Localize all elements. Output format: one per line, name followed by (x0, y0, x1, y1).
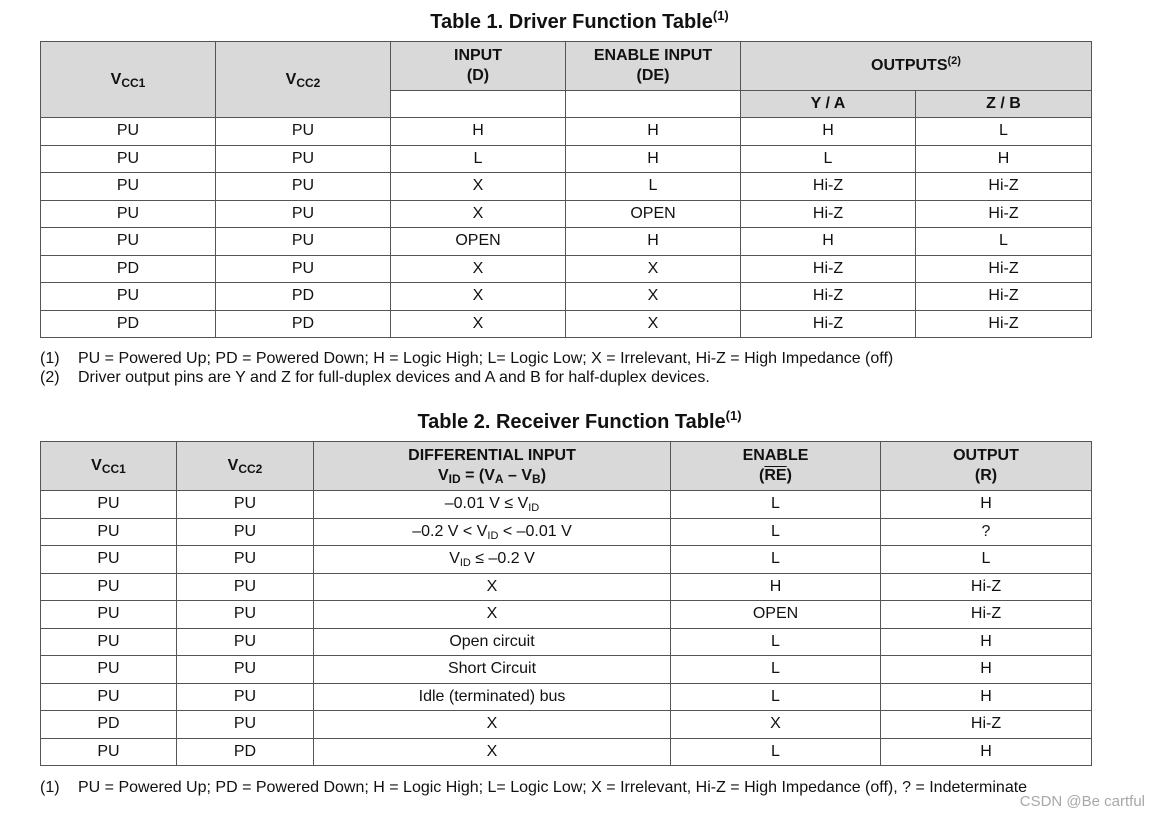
driver-function-table (40, 41, 1092, 338)
col-header-outputs: OUTPUTS$^{(2)}$ (741, 42, 1092, 91)
table-cell: ? (881, 518, 1092, 546)
table1-note-2: (2) Driver output pins are Y and Z for full-duplex devices and A and B for half-duplex devices. (40, 369, 710, 386)
table-cell: PU (216, 228, 391, 256)
table2-title (0, 410, 1159, 434)
table-cell: Hi-Z (741, 200, 916, 228)
table-cell: PU (41, 173, 216, 201)
table2-note-1: (1) PU = Powered Up; PD = Powered Down; H = Logic High; L= Logic Low; X = Irrelevant, Hi-Z = High Impedance (off), ? = Indeterminate (40, 779, 1028, 796)
table-cell: PU (177, 491, 314, 519)
table-cell: PU (41, 228, 216, 256)
table-cell: PU (216, 118, 391, 146)
table-row (41, 283, 1092, 311)
table-cell: PU (177, 683, 314, 711)
table2-title-footnote: (1) (725, 408, 742, 423)
table-cell: H (741, 228, 916, 256)
table-cell: H (566, 145, 741, 173)
table-cell: L (916, 118, 1092, 146)
differential-input-cell: $V_{ID} \le -0.2$ V (314, 546, 671, 574)
table-cell: PD (41, 711, 177, 739)
table-cell: L (741, 145, 916, 173)
table-cell: PU (41, 601, 177, 629)
table-cell: PU (177, 601, 314, 629)
table-cell: PU (177, 656, 314, 684)
table-cell: PU (41, 573, 177, 601)
table-cell: PU (41, 118, 216, 146)
table-cell: PU (41, 738, 177, 766)
table-cell: L (671, 546, 881, 574)
table-row (41, 255, 1092, 283)
table-row (41, 738, 1092, 766)
table-row (41, 228, 1092, 256)
differential-input-cell: X (314, 711, 671, 739)
col-header-vcc2: $V_{CC2}$ (177, 442, 314, 491)
table-cell: H (566, 228, 741, 256)
table-cell: L (671, 683, 881, 711)
table-cell: H (881, 738, 1092, 766)
table-row (41, 656, 1092, 684)
table-cell: PU (177, 573, 314, 601)
watermark: CSDN @Be cartful (1019, 793, 1145, 810)
table2-title-text: Table 2. Receiver Function Table (417, 411, 726, 433)
table-cell: PU (41, 656, 177, 684)
table-cell: PU (41, 628, 177, 656)
table-row (41, 601, 1092, 629)
table-cell: PU (41, 546, 177, 574)
table-cell: PU (216, 200, 391, 228)
differential-input-cell: X (314, 601, 671, 629)
differential-input-cell: –0.2 $V < V_{ID} < -0.01$ V (314, 518, 671, 546)
table-cell: H (881, 683, 1092, 711)
table-cell: PU (41, 283, 216, 311)
table-cell: PD (177, 738, 314, 766)
table2-footnotes (40, 778, 1027, 797)
table-cell: X (391, 283, 566, 311)
table-cell: PU (177, 711, 314, 739)
table-cell: H (391, 118, 566, 146)
table-cell: H (741, 118, 916, 146)
table-cell: Hi-Z (881, 601, 1092, 629)
differential-input-cell: X (314, 573, 671, 601)
table-cell: L (671, 738, 881, 766)
col-header-z-b: Z / B (916, 91, 1092, 118)
table-cell: PD (216, 310, 391, 338)
table-cell: Hi-Z (916, 173, 1092, 201)
table-row (41, 173, 1092, 201)
table-cell: X (566, 255, 741, 283)
table-cell: PU (41, 518, 177, 546)
table-cell: L (671, 518, 881, 546)
table-cell: OPEN (566, 200, 741, 228)
col-header-vcc2: $V_{CC2}$ (216, 42, 391, 118)
table-cell: PU (41, 200, 216, 228)
table-row (41, 683, 1092, 711)
table-cell: OPEN (671, 601, 881, 629)
table1-title-text: Table 1. Driver Function Table (430, 11, 713, 33)
table-cell: L (881, 546, 1092, 574)
differential-input-cell: Open circuit (314, 628, 671, 656)
table-cell: PU (41, 491, 177, 519)
table-cell: PU (216, 173, 391, 201)
table-cell: Hi-Z (916, 310, 1092, 338)
col-header-y-a: Y / A (741, 91, 916, 118)
table1-title-footnote: (1) (712, 8, 729, 23)
table-cell: PU (41, 683, 177, 711)
table-cell: X (566, 310, 741, 338)
table-cell: Hi-Z (916, 283, 1092, 311)
table1-footnotes (40, 349, 893, 387)
table-cell: PU (177, 628, 314, 656)
table-cell: PU (41, 145, 216, 173)
table-cell: L (671, 628, 881, 656)
table-cell: H (881, 656, 1092, 684)
table-row (41, 145, 1092, 173)
differential-input-cell: –0.01 $V \le V_{ID}$ (314, 491, 671, 519)
col-header-differential-input: DIFFERENTIAL INPUT $V_{ID} = (V_A - V_B)$ (314, 442, 671, 491)
col-header-input: INPUT (D) (391, 42, 566, 91)
table-cell: PD (41, 310, 216, 338)
table-cell: L (391, 145, 566, 173)
table-row (41, 310, 1092, 338)
table-cell: PD (216, 283, 391, 311)
table-cell: X (391, 173, 566, 201)
table-row (41, 711, 1092, 739)
col-header-enable-re: ENABLE $(\overline{RE})$ (671, 442, 881, 491)
table-cell: L (671, 656, 881, 684)
table-row (41, 573, 1092, 601)
table-cell: Hi-Z (916, 200, 1092, 228)
table-cell: Hi-Z (881, 711, 1092, 739)
table-cell: PU (177, 518, 314, 546)
col-header-output-r: OUTPUT (R) (881, 442, 1092, 491)
table-cell: Hi-Z (916, 255, 1092, 283)
table-cell: PU (177, 546, 314, 574)
table-cell: Hi-Z (741, 283, 916, 311)
table-cell: H (916, 145, 1092, 173)
table-row (41, 491, 1092, 519)
table-cell: L (916, 228, 1092, 256)
table-row (41, 546, 1092, 574)
table-cell: X (391, 200, 566, 228)
receiver-function-table (40, 441, 1092, 766)
table-cell: Hi-Z (881, 573, 1092, 601)
table-cell: OPEN (391, 228, 566, 256)
table-cell: X (671, 711, 881, 739)
table-row (41, 118, 1092, 146)
table-cell: X (391, 255, 566, 283)
table-cell: L (566, 173, 741, 201)
table-cell: Hi-Z (741, 255, 916, 283)
table-cell: PD (41, 255, 216, 283)
col-subheader-input-blank (391, 91, 566, 118)
table-cell: PU (216, 255, 391, 283)
col-subheader-enable-blank (566, 91, 741, 118)
table-row (41, 628, 1092, 656)
table1-note-1: (1) PU = Powered Up; PD = Powered Down; H = Logic High; L= Logic Low; X = Irrelevant, Hi-Z = High Impedance (off) (40, 350, 894, 367)
table-cell: L (671, 491, 881, 519)
table-cell: H (881, 491, 1092, 519)
differential-input-cell: Idle (terminated) bus (314, 683, 671, 711)
differential-input-cell: Short Circuit (314, 656, 671, 684)
table1-title (0, 10, 1159, 34)
table-cell: Hi-Z (741, 173, 916, 201)
table-cell: X (566, 283, 741, 311)
col-header-vcc1: $V_{CC1}$ (41, 442, 177, 491)
table-cell: X (391, 310, 566, 338)
table-cell: H (566, 118, 741, 146)
table-cell: H (671, 573, 881, 601)
re-active-low-label: $\overline{RE}$ (764, 467, 787, 484)
table-cell: H (881, 628, 1092, 656)
col-header-enable-input: ENABLE INPUT (DE) (566, 42, 741, 91)
table-cell: PU (216, 145, 391, 173)
table-row (41, 518, 1092, 546)
differential-input-cell: X (314, 738, 671, 766)
table-row (41, 200, 1092, 228)
table-cell: Hi-Z (741, 310, 916, 338)
col-header-vcc1: $V_{CC1}$ (41, 42, 216, 118)
